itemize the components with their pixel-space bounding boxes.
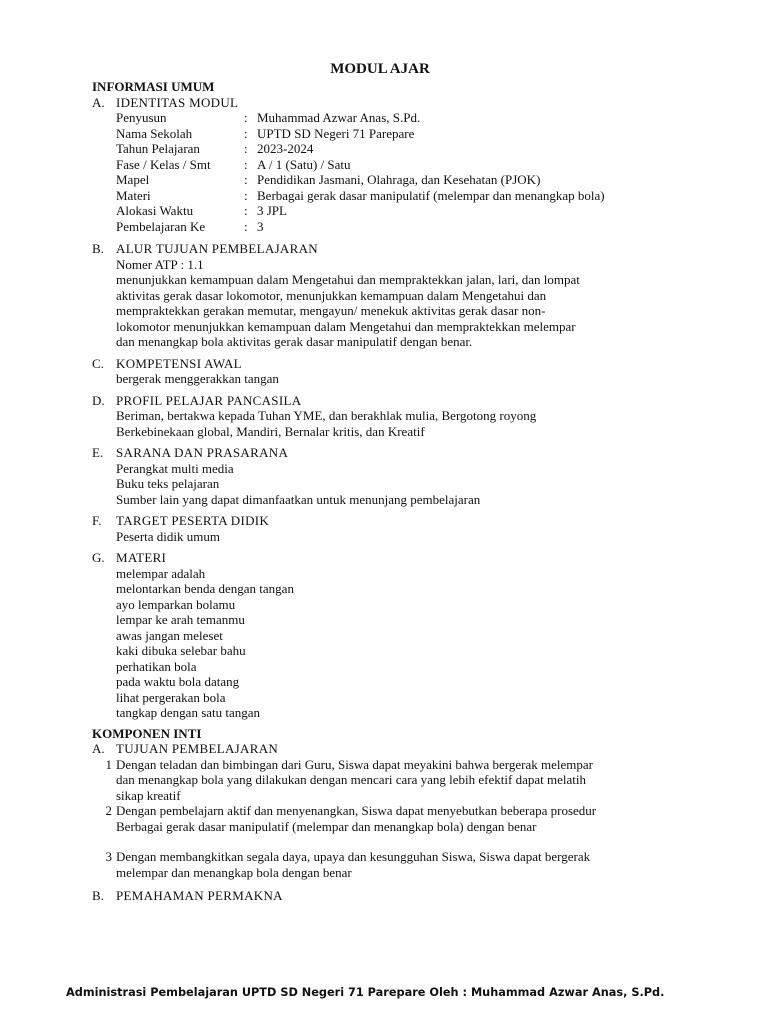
item-number: 1 [105, 756, 112, 772]
identitas-value: A / 1 (Satu) / Satu [257, 156, 351, 172]
section-letter: C. [92, 355, 104, 371]
text-line: tangkap dengan satu tangan [116, 705, 261, 720]
document-body [92, 79, 692, 904]
text-line: Nomer ATP : 1.1 [116, 256, 204, 272]
section-letter: A. [92, 741, 105, 756]
section-label: IDENTITAS MODUL [116, 94, 239, 110]
text-line: Perangkat multi media [116, 460, 234, 476]
item-number: 3 [105, 849, 112, 864]
target-text [92, 529, 692, 545]
text-line: dan menangkap bola aktivitas gerak dasar manipulatif dengan benar. [116, 334, 473, 349]
identitas-colon: : [244, 203, 248, 218]
tujuan-item [92, 757, 692, 804]
text-line: Berkebinekaan global, Mandiri, Bernalar kritis, dan Kreatif [116, 423, 425, 439]
section-label: SARANA DAN PRASARANA [116, 445, 289, 460]
kompetensi-text [92, 371, 692, 387]
text-line: lihat pergerakan bola [116, 689, 226, 705]
identitas-row [116, 110, 605, 126]
identitas-key: Alokasi Waktu [116, 203, 194, 218]
section-label: TUJUAN PEMBELAJARAN [116, 741, 279, 756]
text-line: melempar adalah [116, 565, 206, 581]
page-title: MODUL AJAR [330, 61, 430, 77]
tujuan-item [92, 803, 692, 834]
section-letter: B. [92, 888, 104, 903]
section-pemahaman [92, 888, 692, 904]
section-alur [92, 241, 692, 257]
identitas-row [116, 141, 605, 157]
section-letter: G. [92, 550, 105, 565]
identitas-table-wrap [92, 110, 692, 234]
section-label: ALUR TUJUAN PEMBELAJARAN [116, 241, 318, 256]
text-line: bergerak menggerakkan tangan [116, 371, 279, 386]
identitas-key: Tahun Pelajaran [116, 141, 200, 156]
identitas-colon: : [244, 156, 248, 172]
text-line: mempraktekkan gerakan memutar, mengayun/ menekuk aktivitas gerak dasar non- [116, 303, 546, 318]
info-heading: INFORMASI UMUM [92, 79, 215, 94]
identitas-value: 3 JPL [257, 203, 287, 218]
identitas-colon: : [244, 110, 248, 125]
identitas-row [116, 219, 605, 235]
identitas-value: UPTD SD Negeri 71 Parepare [257, 125, 415, 141]
tujuan-list [92, 757, 692, 881]
identitas-key: Materi [116, 187, 151, 203]
item-text [116, 803, 692, 834]
section-letter: D. [92, 392, 105, 408]
text-line: Dengan membangkitkan segala daya, upaya dan kesungguhan Siswa, Siswa dapat bergerak [116, 849, 591, 864]
identitas-value: Pendidikan Jasmani, Olahraga, dan Kesehatan (PJOK) [257, 172, 541, 187]
text-line: menunjukkan kemampuan dalam Mengetahui dan mempraktekkan jalan, lari, dan lompat [116, 272, 580, 287]
section-target [92, 513, 692, 529]
text-line: kaki dibuka selebar bahu [116, 643, 246, 658]
text-line: melontarkan benda dengan tangan [116, 581, 294, 596]
text-line: perhatikan bola [116, 658, 197, 674]
text-line: Buku teks pelajaran [116, 476, 220, 491]
section-materi [92, 550, 692, 566]
section-letter: A. [92, 94, 105, 110]
identitas-key: Mapel [116, 172, 150, 187]
text-line: melempar dan menangkap bola dengan benar [116, 864, 352, 880]
text-line: ayo lemparkan bolamu [116, 596, 236, 612]
identitas-value: 3 [257, 218, 264, 234]
identitas-value: Muhammad Azwar Anas, S.Pd. [257, 110, 421, 125]
text-line: Dengan teladan dan bimbingan dari Guru, Siswa dapat meyakini bahwa bergerak melempar [116, 756, 593, 772]
item-number: 2 [105, 803, 112, 818]
section-letter: F. [92, 513, 102, 528]
section-sarana [92, 445, 692, 461]
identitas-row [116, 157, 605, 173]
item-text [116, 757, 692, 804]
section-letter: E. [92, 445, 104, 460]
identitas-colon: : [244, 172, 248, 187]
section-identitas [92, 95, 692, 111]
text-line: aktivitas gerak dasar lokomotor, menunjukkan kemampuan dalam Mengetahui dan [116, 287, 547, 303]
alur-text [92, 257, 692, 350]
text-line: sikap kreatif [116, 787, 181, 803]
identitas-row [116, 203, 605, 219]
profil-text [92, 408, 692, 439]
section-label: PEMAHAMAN PERMAKNA [116, 888, 283, 903]
item-text [116, 849, 692, 880]
text-line: dan menangkap bola yang dilakukan dengan mencari cara yang lebih efektif dapat melatih [116, 772, 586, 787]
identitas-value: 2023-2024 [257, 141, 314, 156]
identitas-key: Penyusun [116, 110, 167, 125]
sarana-text [92, 461, 692, 508]
identitas-colon: : [244, 141, 248, 156]
identitas-table [116, 110, 605, 234]
text-line: Beriman, bertakwa kepada Tuhan YME, dan berakhlak mulia, Bergotong royong [116, 408, 537, 423]
text-line: awas jangan meleset [116, 627, 223, 643]
section-tujuan [92, 741, 692, 757]
text-line: Sumber lain yang dapat dimanfaatkan untuk menunjang pembelajaran [116, 491, 481, 507]
text-line: Berbagai gerak dasar manipulatif (melempar dan menangkap bola) dengan benar [116, 818, 537, 834]
identitas-colon: : [244, 187, 248, 203]
text-line: Peserta didik umum [116, 528, 220, 544]
section-label: KOMPETENSI AWAL [116, 355, 242, 371]
identitas-row [116, 126, 605, 142]
section-label: PROFIL PELAJAR PANCASILA [116, 392, 302, 408]
text-line: lokomotor menunjukkan kemampuan dalam Mengetahui dan mempraktekkan melempar [116, 318, 576, 334]
identitas-row [116, 188, 605, 204]
identitas-value: Berbagai gerak dasar manipulatif (melempar dan menangkap bola) [257, 187, 605, 203]
section-kompetensi [92, 356, 692, 372]
tujuan-item [92, 849, 692, 880]
text-line: pada waktu bola datang [116, 674, 240, 689]
inti-heading: KOMPONEN INTI [92, 725, 202, 741]
section-profil [92, 393, 692, 409]
section-label: TARGET PESERTA DIDIK [116, 513, 270, 528]
identitas-colon: : [244, 218, 248, 234]
text-line: Dengan pembelajarn aktif dan menyenangkan, Siswa dapat menyebutkan beberapa prosedur [116, 803, 597, 818]
section-label: MATERI [116, 550, 167, 565]
text-line: lempar ke arah temanmu [116, 612, 245, 627]
identitas-key: Nama Sekolah [116, 125, 193, 141]
identitas-key: Pembelajaran Ke [116, 218, 206, 234]
section-letter: B. [92, 241, 104, 256]
identitas-key: Fase / Kelas / Smt [116, 156, 211, 172]
identitas-colon: : [244, 125, 248, 141]
materi-text [92, 566, 692, 721]
identitas-row [116, 172, 605, 188]
page-footer: Administrasi Pembelajaran UPTD SD Negeri 71 Parepare Oleh : Muhammad Azwar Anas, S.Pd. [66, 986, 665, 999]
